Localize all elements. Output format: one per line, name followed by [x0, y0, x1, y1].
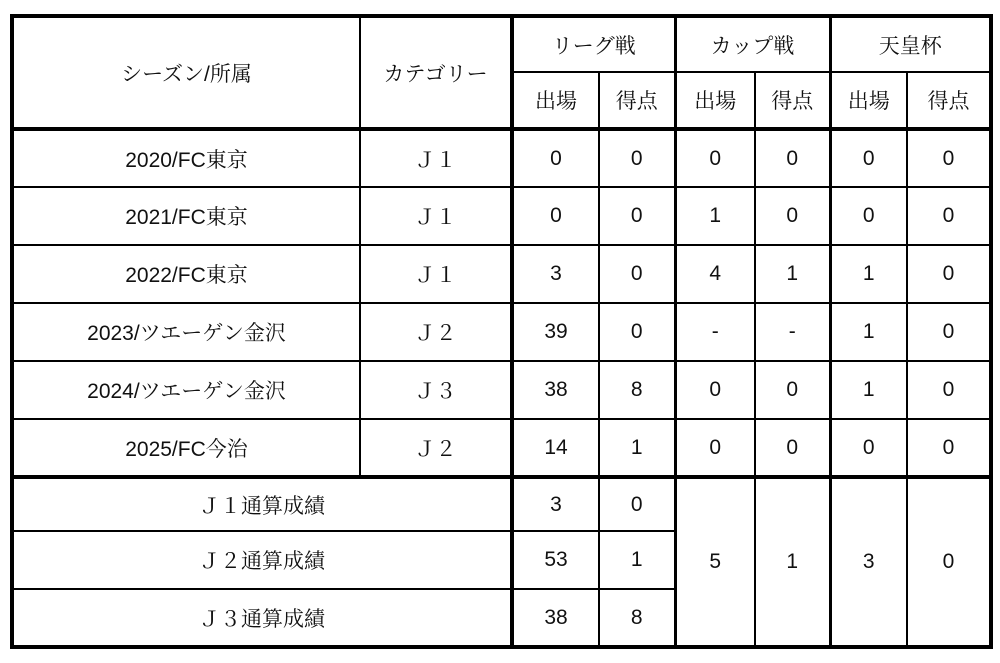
totals-league-apps: 3	[512, 477, 599, 531]
totals-league-goals: 0	[599, 477, 675, 531]
table-row	[12, 245, 991, 303]
totals-cup-apps: 5	[675, 477, 755, 647]
league-goals-cell: 1	[599, 419, 675, 477]
league-apps-cell: 0	[512, 187, 599, 245]
header-cup-apps: 出場	[675, 72, 755, 129]
category-cell: Ｊ３	[360, 361, 512, 419]
totals-league-goals: 8	[599, 589, 675, 647]
totals-label: Ｊ２通算成績	[12, 531, 512, 589]
cup-apps-cell: 0	[675, 419, 755, 477]
totals-league-apps: 38	[512, 589, 599, 647]
header-group-emperor: 天皇杯	[830, 16, 991, 72]
league-goals-cell: 0	[599, 303, 675, 361]
cup-apps-cell: 1	[675, 187, 755, 245]
season-cell: 2020/FC東京	[12, 129, 360, 187]
category-cell: Ｊ１	[360, 245, 512, 303]
header-league-goals: 得点	[599, 72, 675, 129]
header-season: シーズン/所属	[12, 16, 360, 129]
header-category: カテゴリー	[360, 16, 512, 129]
header-league-apps: 出場	[512, 72, 599, 129]
emperor-goals-cell: 0	[907, 361, 991, 419]
season-cell: 2025/FC今治	[12, 419, 360, 477]
emperor-apps-cell: 1	[830, 361, 907, 419]
cup-apps-cell: 0	[675, 361, 755, 419]
table-row	[12, 187, 991, 245]
emperor-goals-cell: 0	[907, 187, 991, 245]
season-stats-table	[10, 14, 993, 649]
cup-goals-cell: 0	[755, 361, 830, 419]
header-group-cup: カップ戦	[675, 16, 830, 72]
cup-goals-cell: 0	[755, 419, 830, 477]
cup-apps-cell: 4	[675, 245, 755, 303]
category-cell: Ｊ２	[360, 303, 512, 361]
cup-goals-cell: 0	[755, 129, 830, 187]
totals-row-j1	[12, 477, 991, 531]
league-goals-cell: 8	[599, 361, 675, 419]
emperor-goals-cell: 0	[907, 245, 991, 303]
cup-apps-cell: 0	[675, 129, 755, 187]
totals-cup-goals: 1	[755, 477, 830, 647]
emperor-goals-cell: 0	[907, 419, 991, 477]
totals-label: Ｊ１通算成績	[12, 477, 512, 531]
totals-emperor-apps: 3	[830, 477, 907, 647]
cup-goals-cell: 0	[755, 187, 830, 245]
league-apps-cell: 0	[512, 129, 599, 187]
league-apps-cell: 38	[512, 361, 599, 419]
cup-goals-cell: -	[755, 303, 830, 361]
totals-emperor-goals: 0	[907, 477, 991, 647]
emperor-goals-cell: 0	[907, 129, 991, 187]
totals-league-goals: 1	[599, 531, 675, 589]
header-emperor-apps: 出場	[830, 72, 907, 129]
totals-label: Ｊ３通算成績	[12, 589, 512, 647]
table-row	[12, 361, 991, 419]
table-row	[12, 303, 991, 361]
season-cell: 2022/FC東京	[12, 245, 360, 303]
totals-league-apps: 53	[512, 531, 599, 589]
header-row-groups	[12, 16, 991, 72]
header-emperor-goals: 得点	[907, 72, 991, 129]
league-goals-cell: 0	[599, 187, 675, 245]
category-cell: Ｊ２	[360, 419, 512, 477]
league-apps-cell: 3	[512, 245, 599, 303]
season-cell: 2023/ツエーゲン金沢	[12, 303, 360, 361]
table-row	[12, 419, 991, 477]
emperor-apps-cell: 1	[830, 245, 907, 303]
league-apps-cell: 14	[512, 419, 599, 477]
emperor-goals-cell: 0	[907, 303, 991, 361]
header-group-league: リーグ戦	[512, 16, 675, 72]
table-row	[12, 129, 991, 187]
season-cell: 2021/FC東京	[12, 187, 360, 245]
emperor-apps-cell: 1	[830, 303, 907, 361]
league-goals-cell: 0	[599, 245, 675, 303]
season-cell: 2024/ツエーゲン金沢	[12, 361, 360, 419]
league-goals-cell: 0	[599, 129, 675, 187]
category-cell: Ｊ１	[360, 129, 512, 187]
emperor-apps-cell: 0	[830, 187, 907, 245]
cup-apps-cell: -	[675, 303, 755, 361]
emperor-apps-cell: 0	[830, 129, 907, 187]
category-cell: Ｊ１	[360, 187, 512, 245]
header-cup-goals: 得点	[755, 72, 830, 129]
league-apps-cell: 39	[512, 303, 599, 361]
cup-goals-cell: 1	[755, 245, 830, 303]
emperor-apps-cell: 0	[830, 419, 907, 477]
